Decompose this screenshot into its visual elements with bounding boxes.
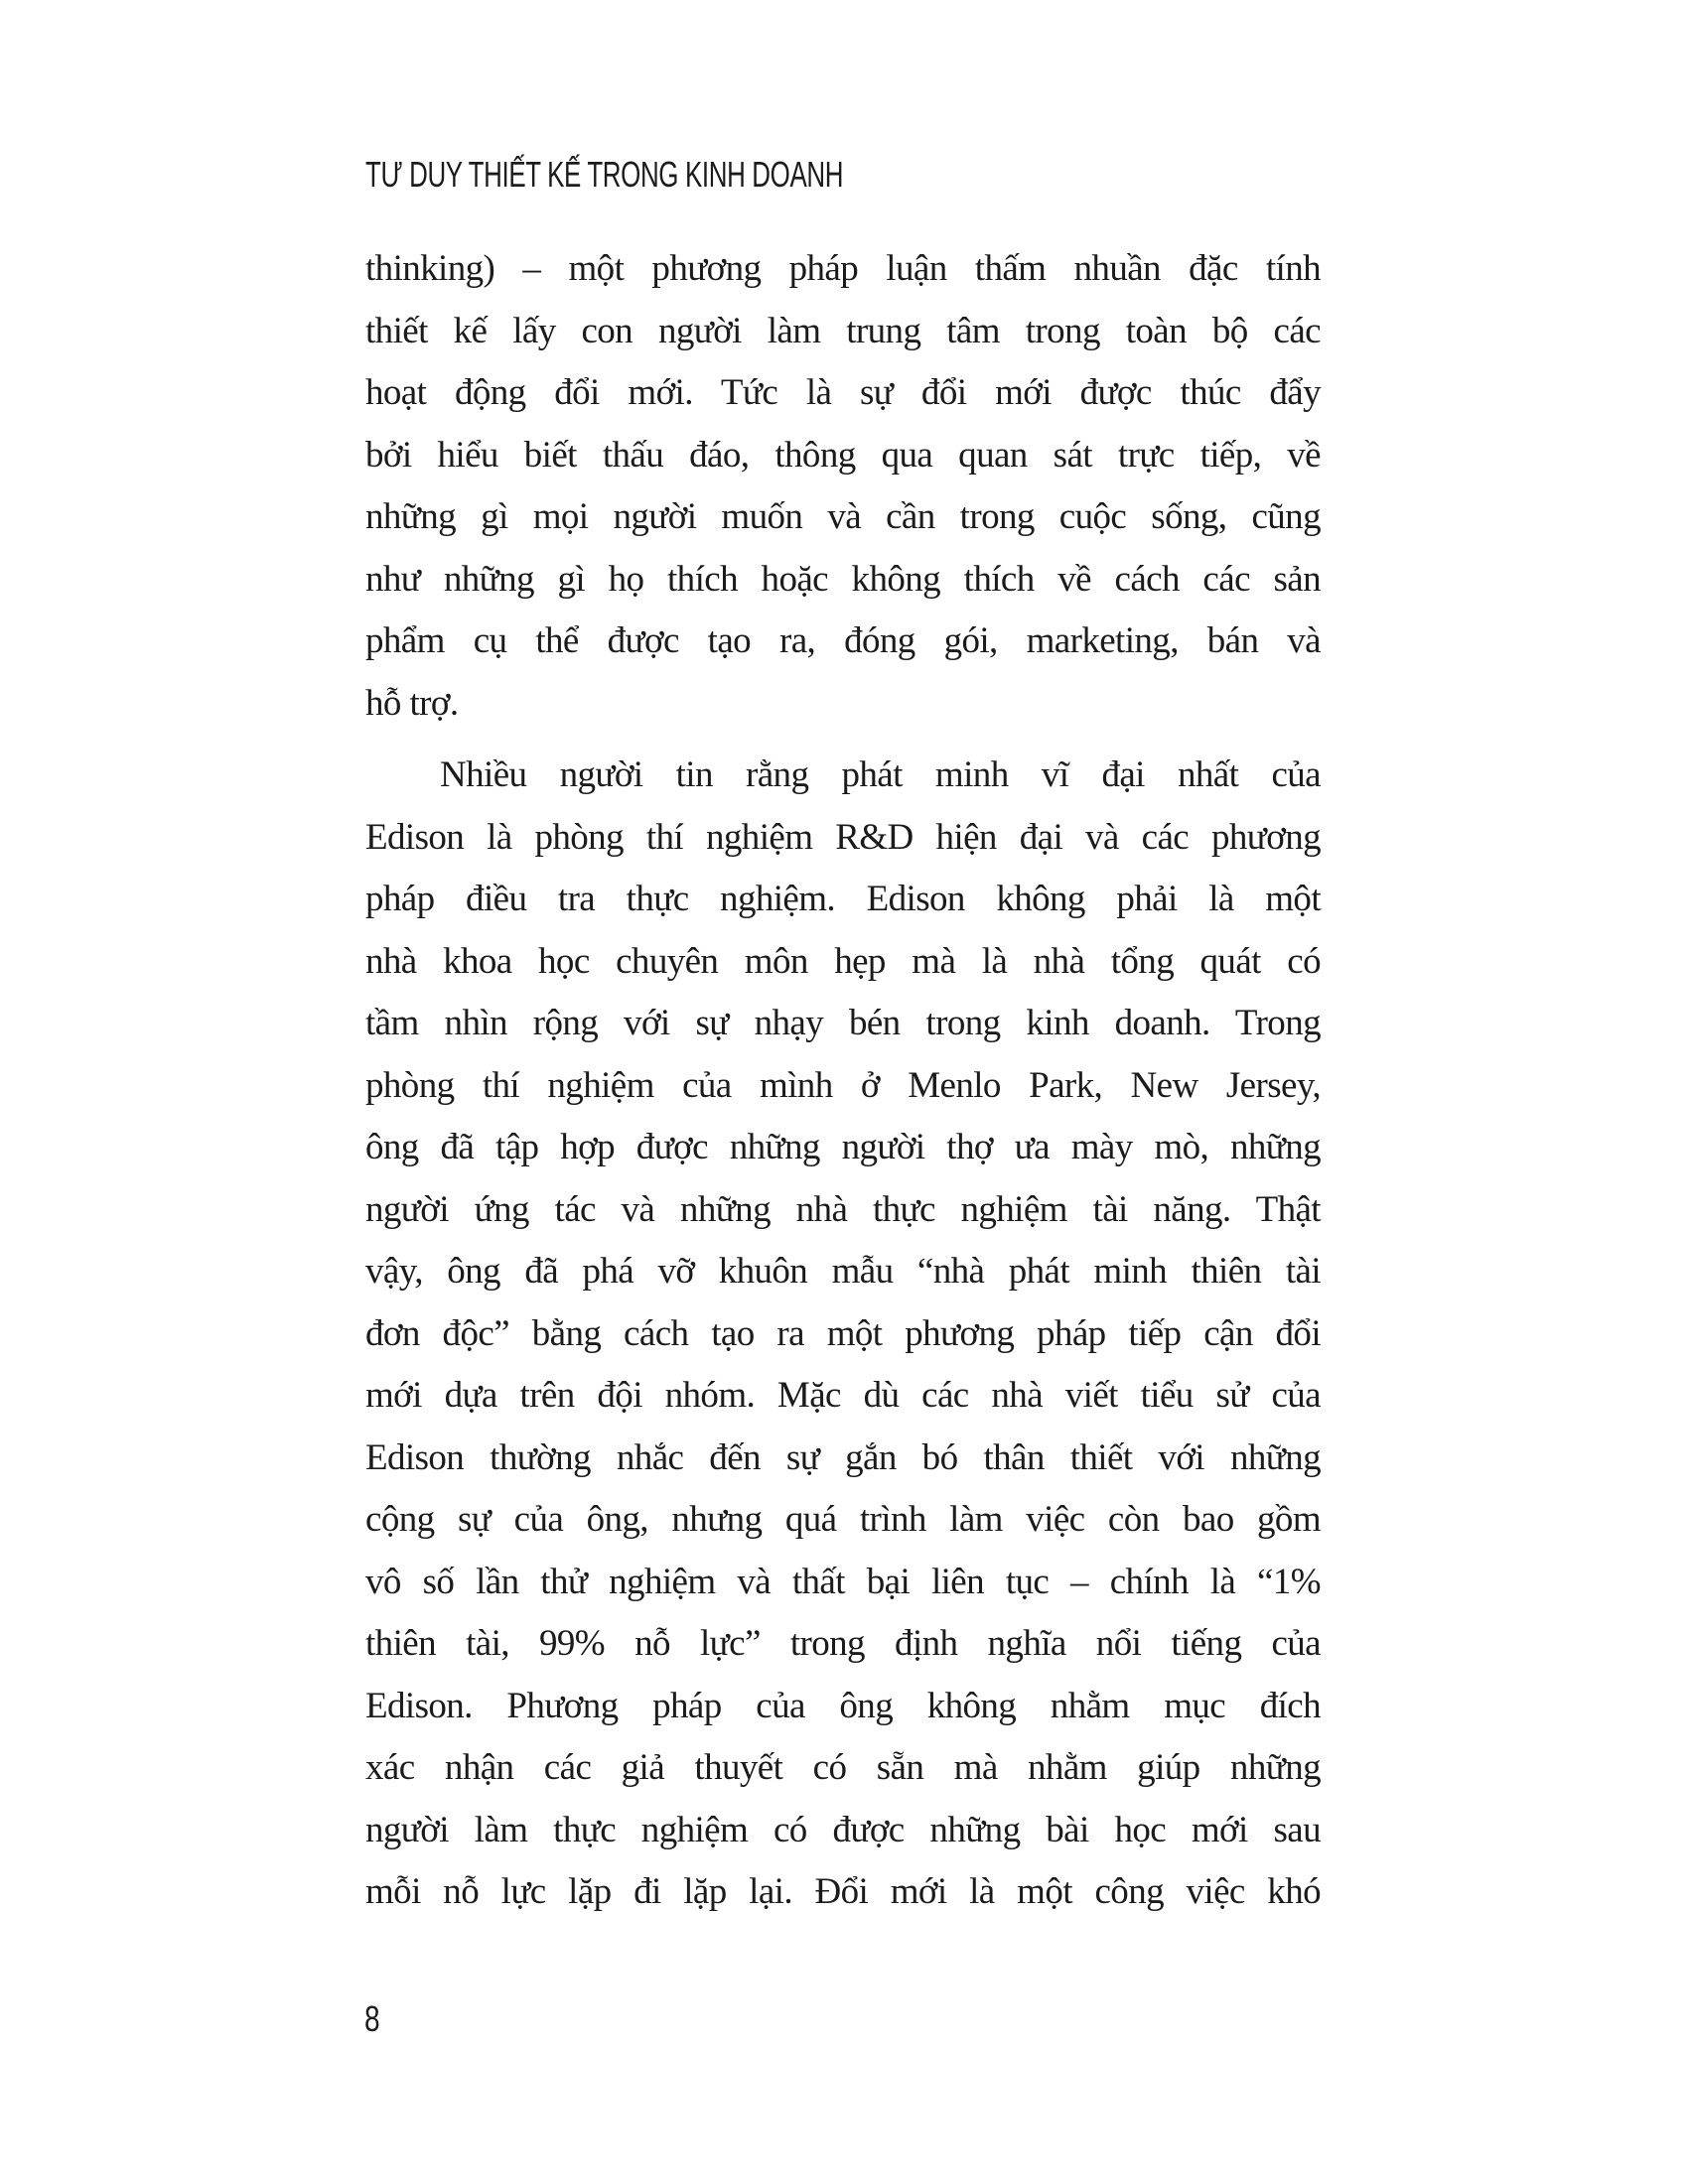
text-line: phòng thí nghiệm của mình ở Menlo Park, New Jersey, [365,1064,1321,1106]
text-line: như những gì họ thích hoặc không thích về cách các sản [365,558,1321,600]
body-text [365,238,1321,1924]
paragraph-1 [365,238,1321,735]
text-line: người ứng tác và những nhà thực nghiệm tài năng. Thật [365,1188,1321,1230]
text-line: bởi hiểu biết thấu đáo, thông qua quan sát trực tiếp, về [365,434,1321,476]
text-line: thinking) – một phương pháp luận thấm nhuần đặc tính [365,248,1321,289]
running-header: TƯ DUY THIẾT KẾ TRONG KINH DOANH [365,154,844,195]
page-number: 8 [364,1998,380,2039]
text-line: cộng sự của ông, nhưng quá trình làm việc còn bao gồm [365,1499,1321,1540]
text-line: vô số lần thử nghiệm và thất bại liên tục – chính là “1% [365,1561,1321,1602]
text-line: pháp điều tra thực nghiệm. Edison không phải là một [365,879,1321,919]
text-line: Nhiều người tin rằng phát minh vĩ đại nhất của [440,754,1321,795]
text-line: tầm nhìn rộng với sự nhạy bén trong kinh doanh. Trong [365,1003,1321,1043]
text-line: thiên tài, 99% nỗ lực” trong định nghĩa nổi tiếng của [365,1623,1321,1664]
text-line: vậy, ông đã phá vỡ khuôn mẫu “nhà phát minh thiên tài [365,1251,1321,1292]
text-line: nhà khoa học chuyên môn hẹp mà là nhà tổng quát có [365,940,1321,982]
text-line: hoạt động đổi mới. Tức là sự đổi mới được thúc đẩy [365,372,1321,413]
text-line: mỗi nỗ lực lặp đi lặp lại. Đổi mới là một công việc khó [365,1871,1321,1912]
text-line: phẩm cụ thể được tạo ra, đóng gói, marketing, bán và [365,620,1321,661]
text-line: những gì mọi người muốn và cần trong cuộc sống, cũng [365,496,1321,537]
text-line: hỗ trợ. [365,682,459,724]
text-line: xác nhận các giả thuyết có sẵn mà nhằm giúp những [365,1747,1321,1788]
text-line: thiết kế lấy con người làm trung tâm trong toàn bộ các [365,310,1321,351]
text-line: ông đã tập hợp được những người thợ ưa mày mò, những [365,1127,1321,1167]
text-line: đơn độc” bằng cách tạo ra một phương pháp tiếp cận đổi [365,1312,1321,1354]
text-line: Edison. Phương pháp của ông không nhằm mục đích [365,1685,1321,1726]
text-line: Edison là phòng thí nghiệm R&D hiện đại và các phương [365,816,1321,858]
text-line: người làm thực nghiệm có được những bài học mới sau [365,1809,1321,1850]
text-line: Edison thường nhắc đến sự gắn bó thân thiết với những [365,1436,1321,1478]
text-line: mới dựa trên đội nhóm. Mặc dù các nhà viết tiểu sử của [365,1375,1321,1416]
paragraph-2 [365,745,1321,1924]
